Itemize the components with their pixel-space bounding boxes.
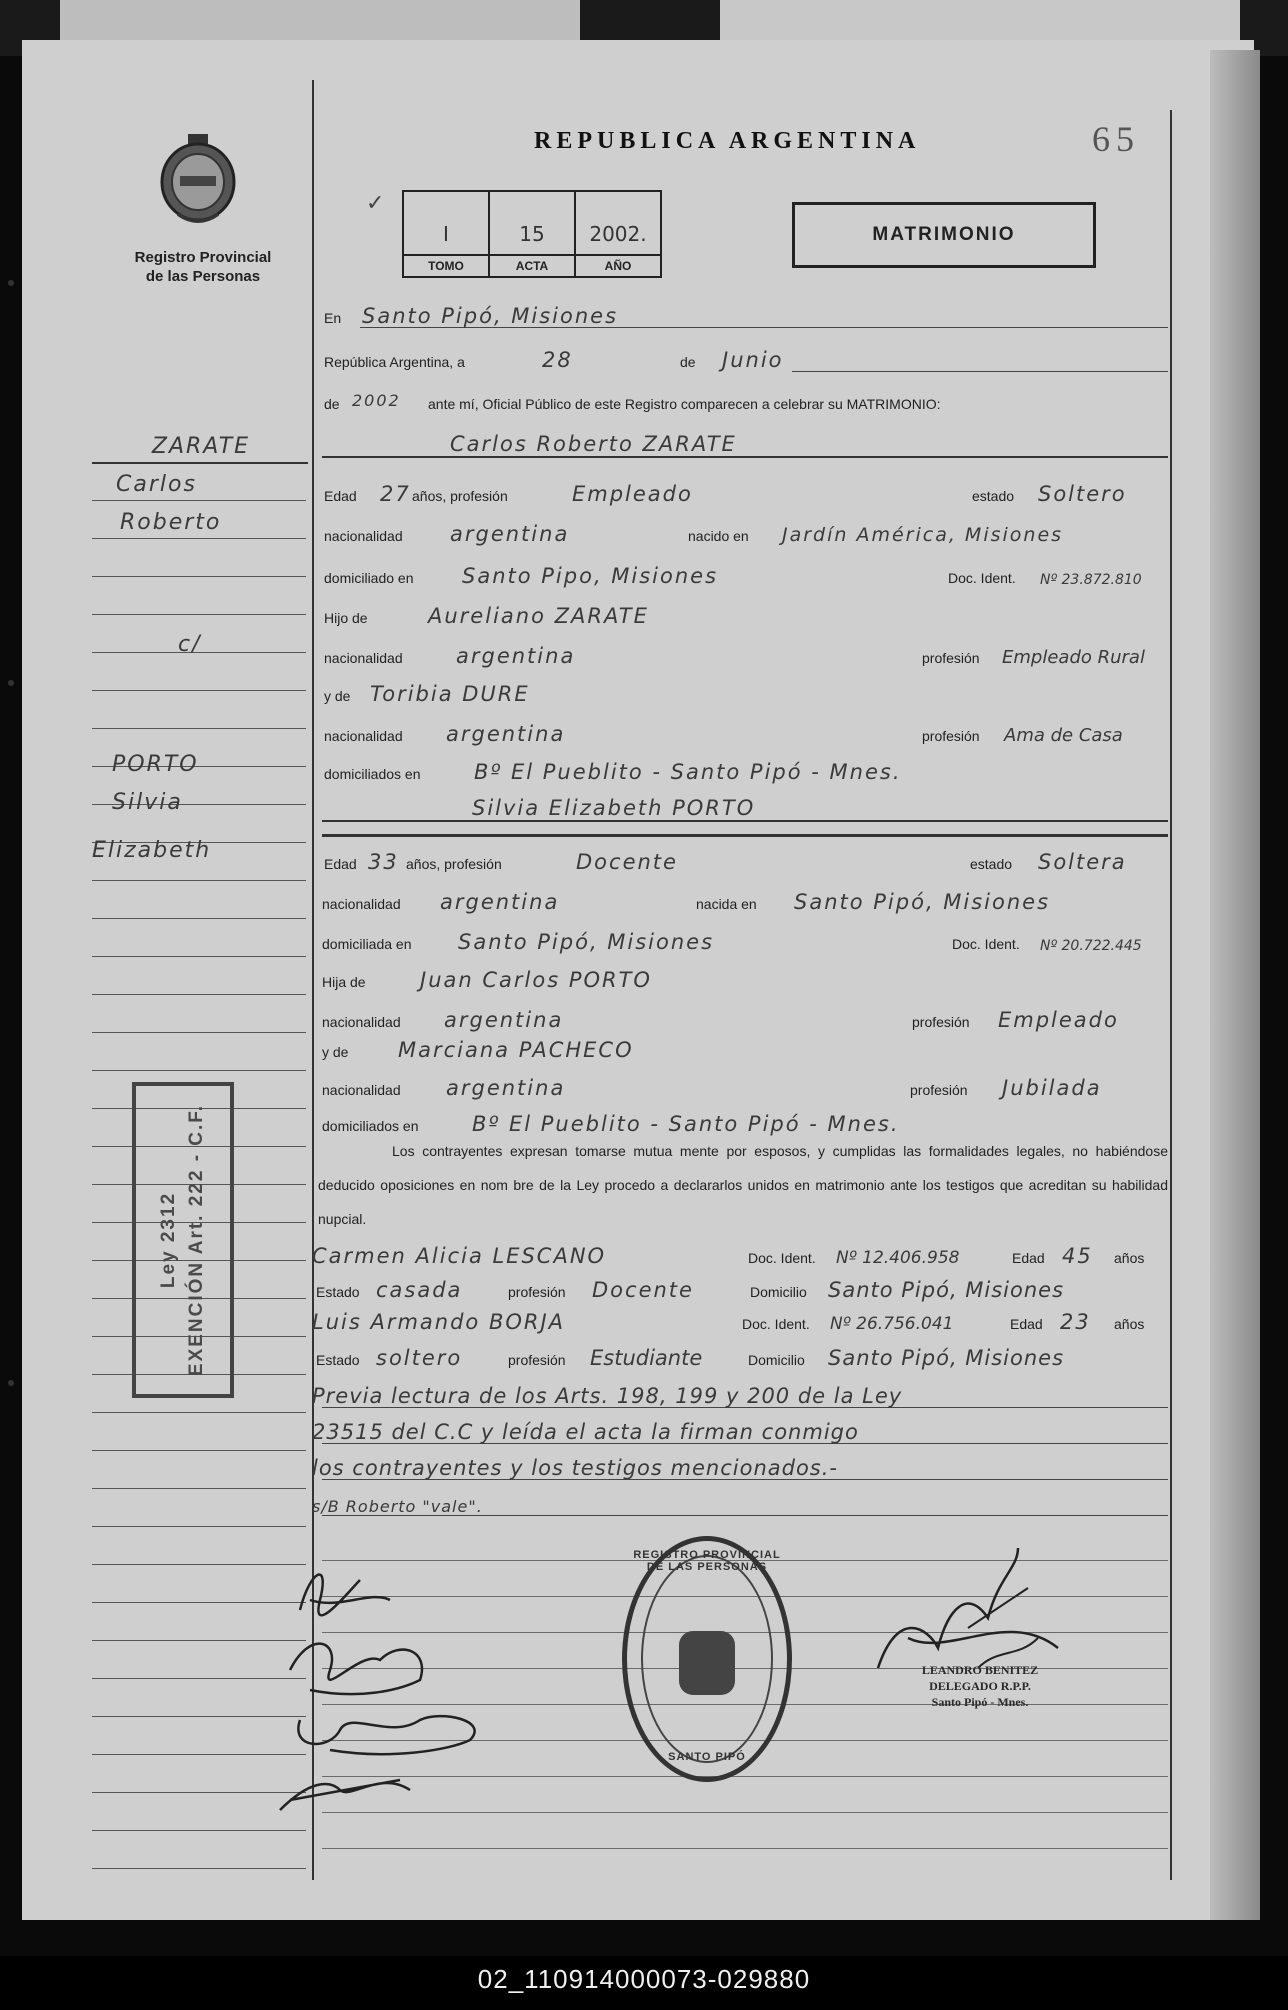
witness2-doc-label: Doc. Ident.	[742, 1316, 810, 1332]
bride-mother-prof: Jubilada	[1002, 1076, 1102, 1100]
witness2-estado-label: Estado	[316, 1352, 360, 1368]
bride-dom-label: domiciliada en	[322, 936, 412, 952]
witness1-domicile: Santo Pipó, Misiones	[828, 1278, 1065, 1302]
bride-father: Juan Carlos PORTO	[420, 968, 652, 992]
groom-age-row	[322, 474, 1168, 512]
signature-groom	[300, 1575, 390, 1616]
registry-name-line1: Registro Provincial	[134, 249, 272, 266]
groom-parents-dom-label: domiciliados en	[324, 766, 421, 782]
margin-rule-line	[92, 1488, 306, 1489]
bride-age: 33	[368, 850, 399, 874]
bride-full-name: Silvia Elizabeth PORTO	[472, 796, 756, 820]
margin-bride-given1: Silvia	[112, 790, 183, 815]
closing-line-3	[312, 1448, 1168, 1486]
groom-father-nat-label: nacionalidad	[324, 650, 403, 666]
de-label: de	[680, 354, 696, 370]
groom-estado-label: estado	[972, 488, 1015, 504]
witness2-anos-label: años	[1114, 1316, 1145, 1332]
margin-rule-line	[92, 576, 306, 577]
witness1-dom-label: Domicilio	[750, 1284, 807, 1300]
right-rule	[1170, 110, 1172, 1880]
margin-rule-line	[92, 1032, 306, 1033]
bride-profession: Docente	[576, 850, 678, 874]
witness1-doc-label: Doc. Ident.	[748, 1250, 816, 1266]
bride-estado-label: estado	[970, 856, 1013, 872]
groom-mother-prof-label: profesión	[922, 728, 980, 744]
groom-nat-row	[322, 514, 1168, 552]
record-type-box: MATRIMONIO	[792, 202, 1096, 268]
page-number: 65	[1092, 119, 1140, 159]
exemption-stamp	[132, 1082, 234, 1398]
margin-rule-line	[92, 500, 306, 501]
round-seal-text: REGISTRO PROVINCIAL DE LAS PERSONAS	[633, 1549, 781, 1573]
scan-image-id: 02_110914000073-029880	[477, 1964, 811, 1994]
acta-label: ACTA	[490, 254, 574, 276]
witness2-estado: soltero	[376, 1346, 463, 1370]
groom-father: Aureliano ZARATE	[428, 604, 649, 628]
intro-text: ante mí, Oficial Público de este Registro comparecen a celebrar su MATRIMONIO:	[428, 396, 941, 412]
bride-hija-label: Hija de	[322, 974, 366, 990]
closing-line-4	[312, 1484, 1168, 1522]
delegate-title: DELEGADO R.P.P.	[929, 1679, 1031, 1693]
groom-age: 27	[380, 482, 411, 506]
bride-nacida-label: nacida en	[696, 896, 757, 912]
country-title: REPUBLICA ARGENTINA	[534, 128, 921, 154]
bride-father-prof-label: profesión	[912, 1014, 970, 1030]
witness2-name-row	[312, 1302, 1168, 1340]
date-row	[322, 340, 1168, 378]
margin-rule-line	[92, 728, 306, 729]
margin-divider	[92, 462, 308, 464]
witness1-prof-label: profesión	[508, 1284, 566, 1300]
page-edge-shadow	[1210, 50, 1260, 1920]
witness1-estado-label: Estado	[316, 1284, 360, 1300]
witness1-estado: casada	[376, 1278, 463, 1302]
groom-birthplace: Jardín América, Misiones	[782, 524, 1064, 546]
witness1-name: Carmen Alicia LESCANO	[312, 1244, 607, 1268]
bride-father-nat-label: nacionalidad	[322, 1014, 401, 1030]
seal-emblem-icon	[679, 1631, 735, 1695]
witness2-name: Luis Armando BORJA	[312, 1310, 566, 1334]
bride-mother-row	[322, 1030, 1168, 1068]
groom-doc-value: Nº 23.872.810	[1040, 572, 1142, 588]
witness1-edad-label: Edad	[1012, 1250, 1045, 1266]
bride-dom-row	[322, 922, 1168, 960]
bride-nat-label: nacionalidad	[322, 896, 401, 912]
bride-father-prof: Empleado	[998, 1008, 1119, 1032]
registry-name-line2: de las Personas	[145, 268, 261, 285]
bride-edad-label: Edad	[324, 856, 357, 872]
groom-edad-label: Edad	[324, 488, 357, 504]
margin-rule-line	[92, 614, 306, 615]
section-separator	[322, 834, 1168, 837]
groom-dom-label: domiciliado en	[324, 570, 414, 586]
groom-nacido-label: nacido en	[688, 528, 749, 544]
groom-dom-row	[322, 556, 1168, 594]
witness1-anos-label: años	[1114, 1250, 1145, 1266]
groom-mother-nat-label: nacionalidad	[324, 728, 403, 744]
witness1-name-row	[312, 1236, 1168, 1274]
bride-doc-label: Doc. Ident.	[952, 936, 1020, 952]
month-value: Junio	[722, 348, 784, 372]
groom-mother-nat-row	[322, 714, 1168, 752]
margin-rule-line	[92, 1412, 306, 1413]
place-row	[322, 296, 1168, 334]
bride-mother-nat: argentina	[446, 1076, 566, 1100]
witness2-age: 23	[1060, 1310, 1091, 1334]
year-value: 2002	[352, 391, 401, 410]
day-value: 28	[542, 348, 573, 372]
delegate-location: Santo Pipó - Mnes.	[931, 1695, 1029, 1709]
bride-mother-prof-label: profesión	[910, 1082, 968, 1098]
margin-rule-line	[92, 1526, 306, 1527]
bride-domicile: Santo Pipó, Misiones	[458, 930, 715, 954]
bride-doc-value: Nº 20.722.445	[1040, 938, 1142, 954]
margin-connector: c/	[178, 632, 202, 657]
country-label: República Argentina, a	[324, 354, 465, 370]
exemption-stamp-line1: Ley 2312	[158, 1191, 179, 1289]
margin-rule-line	[92, 994, 306, 995]
registry-name	[118, 248, 288, 286]
closing-line-1	[312, 1376, 1168, 1414]
closing-text-4: s/B Roberto "vale".	[312, 1497, 483, 1516]
bride-age-row	[322, 842, 1168, 880]
bride-name-row	[322, 788, 1168, 826]
bride-mother: Marciana PACHECO	[398, 1038, 634, 1062]
groom-parents-dom-row	[322, 752, 1168, 790]
groom-mother-nat: argentina	[446, 722, 566, 746]
groom-mother: Toribia DURE	[370, 682, 530, 706]
witness1-doc-value: Nº 12.406.958	[836, 1248, 960, 1268]
registry-logo	[158, 132, 238, 228]
margin-rule-line	[92, 956, 306, 957]
bride-mother-nat-row	[322, 1068, 1168, 1106]
declaration-text: Los contrayentes expresan tomarse mutua mente por esposos, y cumplidas las formalidades legales, no habiéndose deducido oposiciones en nom bre de la Ley procedo a declararlos unidos en matrimonio ante los testigos que acreditan su habilidad nupcial.	[318, 1143, 1168, 1227]
bride-father-row	[322, 960, 1168, 998]
groom-father-prof: Empleado Rural	[1002, 647, 1145, 668]
acta-value: 15	[519, 222, 545, 246]
closing-text-1: Previa lectura de los Arts. 198, 199 y 200 de la Ley	[312, 1384, 903, 1408]
tomo-value: I	[443, 222, 449, 246]
de2-label: de	[324, 396, 340, 412]
closing-text-2: 23515 del C.C y leída el acta la firman conmigo	[312, 1420, 859, 1444]
groom-anos-label: años, profesión	[412, 488, 508, 504]
margin-bride-given2: Elizabeth	[92, 838, 212, 863]
groom-profession: Empleado	[572, 482, 693, 506]
closing-line-2	[312, 1412, 1168, 1450]
groom-mother-prof: Ama de Casa	[1004, 725, 1123, 746]
witness2-edad-label: Edad	[1010, 1316, 1043, 1332]
groom-estado: Soltero	[1038, 482, 1127, 506]
place-value: Santo Pipó, Misiones	[362, 304, 619, 328]
witness2-doc-value: Nº 26.756.041	[830, 1314, 954, 1334]
signature-witness2	[280, 1780, 410, 1810]
binding-hole	[8, 1380, 14, 1386]
tomo-label: TOMO	[404, 254, 488, 276]
margin-groom-given2: Roberto	[120, 510, 222, 535]
bride-birthplace: Santo Pipó, Misiones	[794, 890, 1051, 914]
margin-rule-line	[92, 1450, 306, 1451]
ano-label: AÑO	[576, 254, 660, 276]
bride-nationality: argentina	[440, 890, 560, 914]
ano-cell	[576, 192, 660, 276]
witness2-domicile: Santo Pipó, Misiones	[828, 1346, 1065, 1370]
binding-hole	[8, 680, 14, 686]
delegate-name: LEANDRO BENITEZ	[921, 1663, 1039, 1677]
groom-mother-row	[322, 674, 1168, 712]
margin-rule-line	[92, 1830, 306, 1831]
scan-top-paper	[60, 0, 580, 40]
groom-father-prof-label: profesión	[922, 650, 980, 666]
signature-bride	[290, 1644, 422, 1695]
exemption-stamp-text	[155, 1104, 211, 1376]
tomo-cell	[404, 192, 490, 276]
signatures	[270, 1550, 510, 1830]
witness2-prof-label: profesión	[508, 1352, 566, 1368]
margin-rule-line	[92, 690, 306, 691]
groom-full-name: Carlos Roberto ZARATE	[450, 432, 737, 456]
delegate-stamp	[890, 1662, 1070, 1710]
groom-yde-label: y de	[324, 688, 351, 704]
bride-parents-dom-label: domiciliados en	[322, 1118, 419, 1134]
margin-rule-line	[92, 918, 306, 919]
binding-hole	[8, 280, 14, 286]
groom-parents-dom: Bº El Pueblito - Santo Pipó - Mnes.	[474, 760, 902, 784]
margin-rule-line	[92, 880, 306, 881]
groom-doc-label: Doc. Ident.	[948, 570, 1016, 586]
ano-value: 2002.	[589, 222, 647, 246]
bride-estado: Soltera	[1038, 850, 1127, 874]
margin-bride-surname: PORTO	[112, 752, 199, 777]
margin-rule-line	[92, 538, 306, 539]
witness1-age: 45	[1062, 1244, 1093, 1268]
signature-witness1	[298, 1716, 474, 1754]
groom-nat-label: nacionalidad	[324, 528, 403, 544]
bride-mother-nat-label: nacionalidad	[322, 1082, 401, 1098]
body-rule-line	[322, 1848, 1168, 1849]
groom-nationality: argentina	[450, 522, 570, 546]
witness2-detail-row	[316, 1338, 1168, 1376]
groom-domicile: Santo Pipo, Misiones	[462, 564, 719, 588]
round-registry-seal	[622, 1536, 792, 1782]
groom-father-nat-row	[322, 636, 1168, 674]
bride-father-nat: argentina	[444, 1008, 564, 1032]
bride-anos-label: años, profesión	[406, 856, 502, 872]
acta-cell	[490, 192, 576, 276]
bride-yde-label: y de	[322, 1044, 349, 1060]
margin-groom-surname: ZARATE	[151, 434, 251, 459]
groom-hijo-label: Hijo de	[324, 610, 368, 626]
groom-father-row	[322, 596, 1168, 634]
closing-text-3: los contrayentes y los testigos mencionados.-	[312, 1456, 838, 1480]
witness1-profession: Docente	[592, 1278, 694, 1302]
bride-nat-row	[322, 882, 1168, 920]
margin-rule-line	[92, 1868, 306, 1869]
bride-parents-dom: Bº El Pueblito - Santo Pipó - Mnes.	[472, 1112, 900, 1136]
groom-father-nat: argentina	[456, 644, 576, 668]
year-row	[322, 382, 1168, 420]
exemption-stamp-line2: EXENCIÓN Art. 222 - C.F.	[186, 1103, 207, 1377]
reference-table	[402, 190, 662, 278]
margin-rule-line	[92, 1070, 306, 1071]
check-mark-icon: ✓	[366, 190, 385, 215]
witness2-profession: Estudiante	[590, 1346, 703, 1370]
round-seal-bottom: SANTO PIPÓ	[668, 1751, 746, 1763]
witness2-dom-label: Domicilio	[748, 1352, 805, 1368]
margin-groom-given1: Carlos	[116, 472, 197, 497]
en-label: En	[324, 310, 342, 326]
groom-name-row	[322, 424, 1168, 462]
